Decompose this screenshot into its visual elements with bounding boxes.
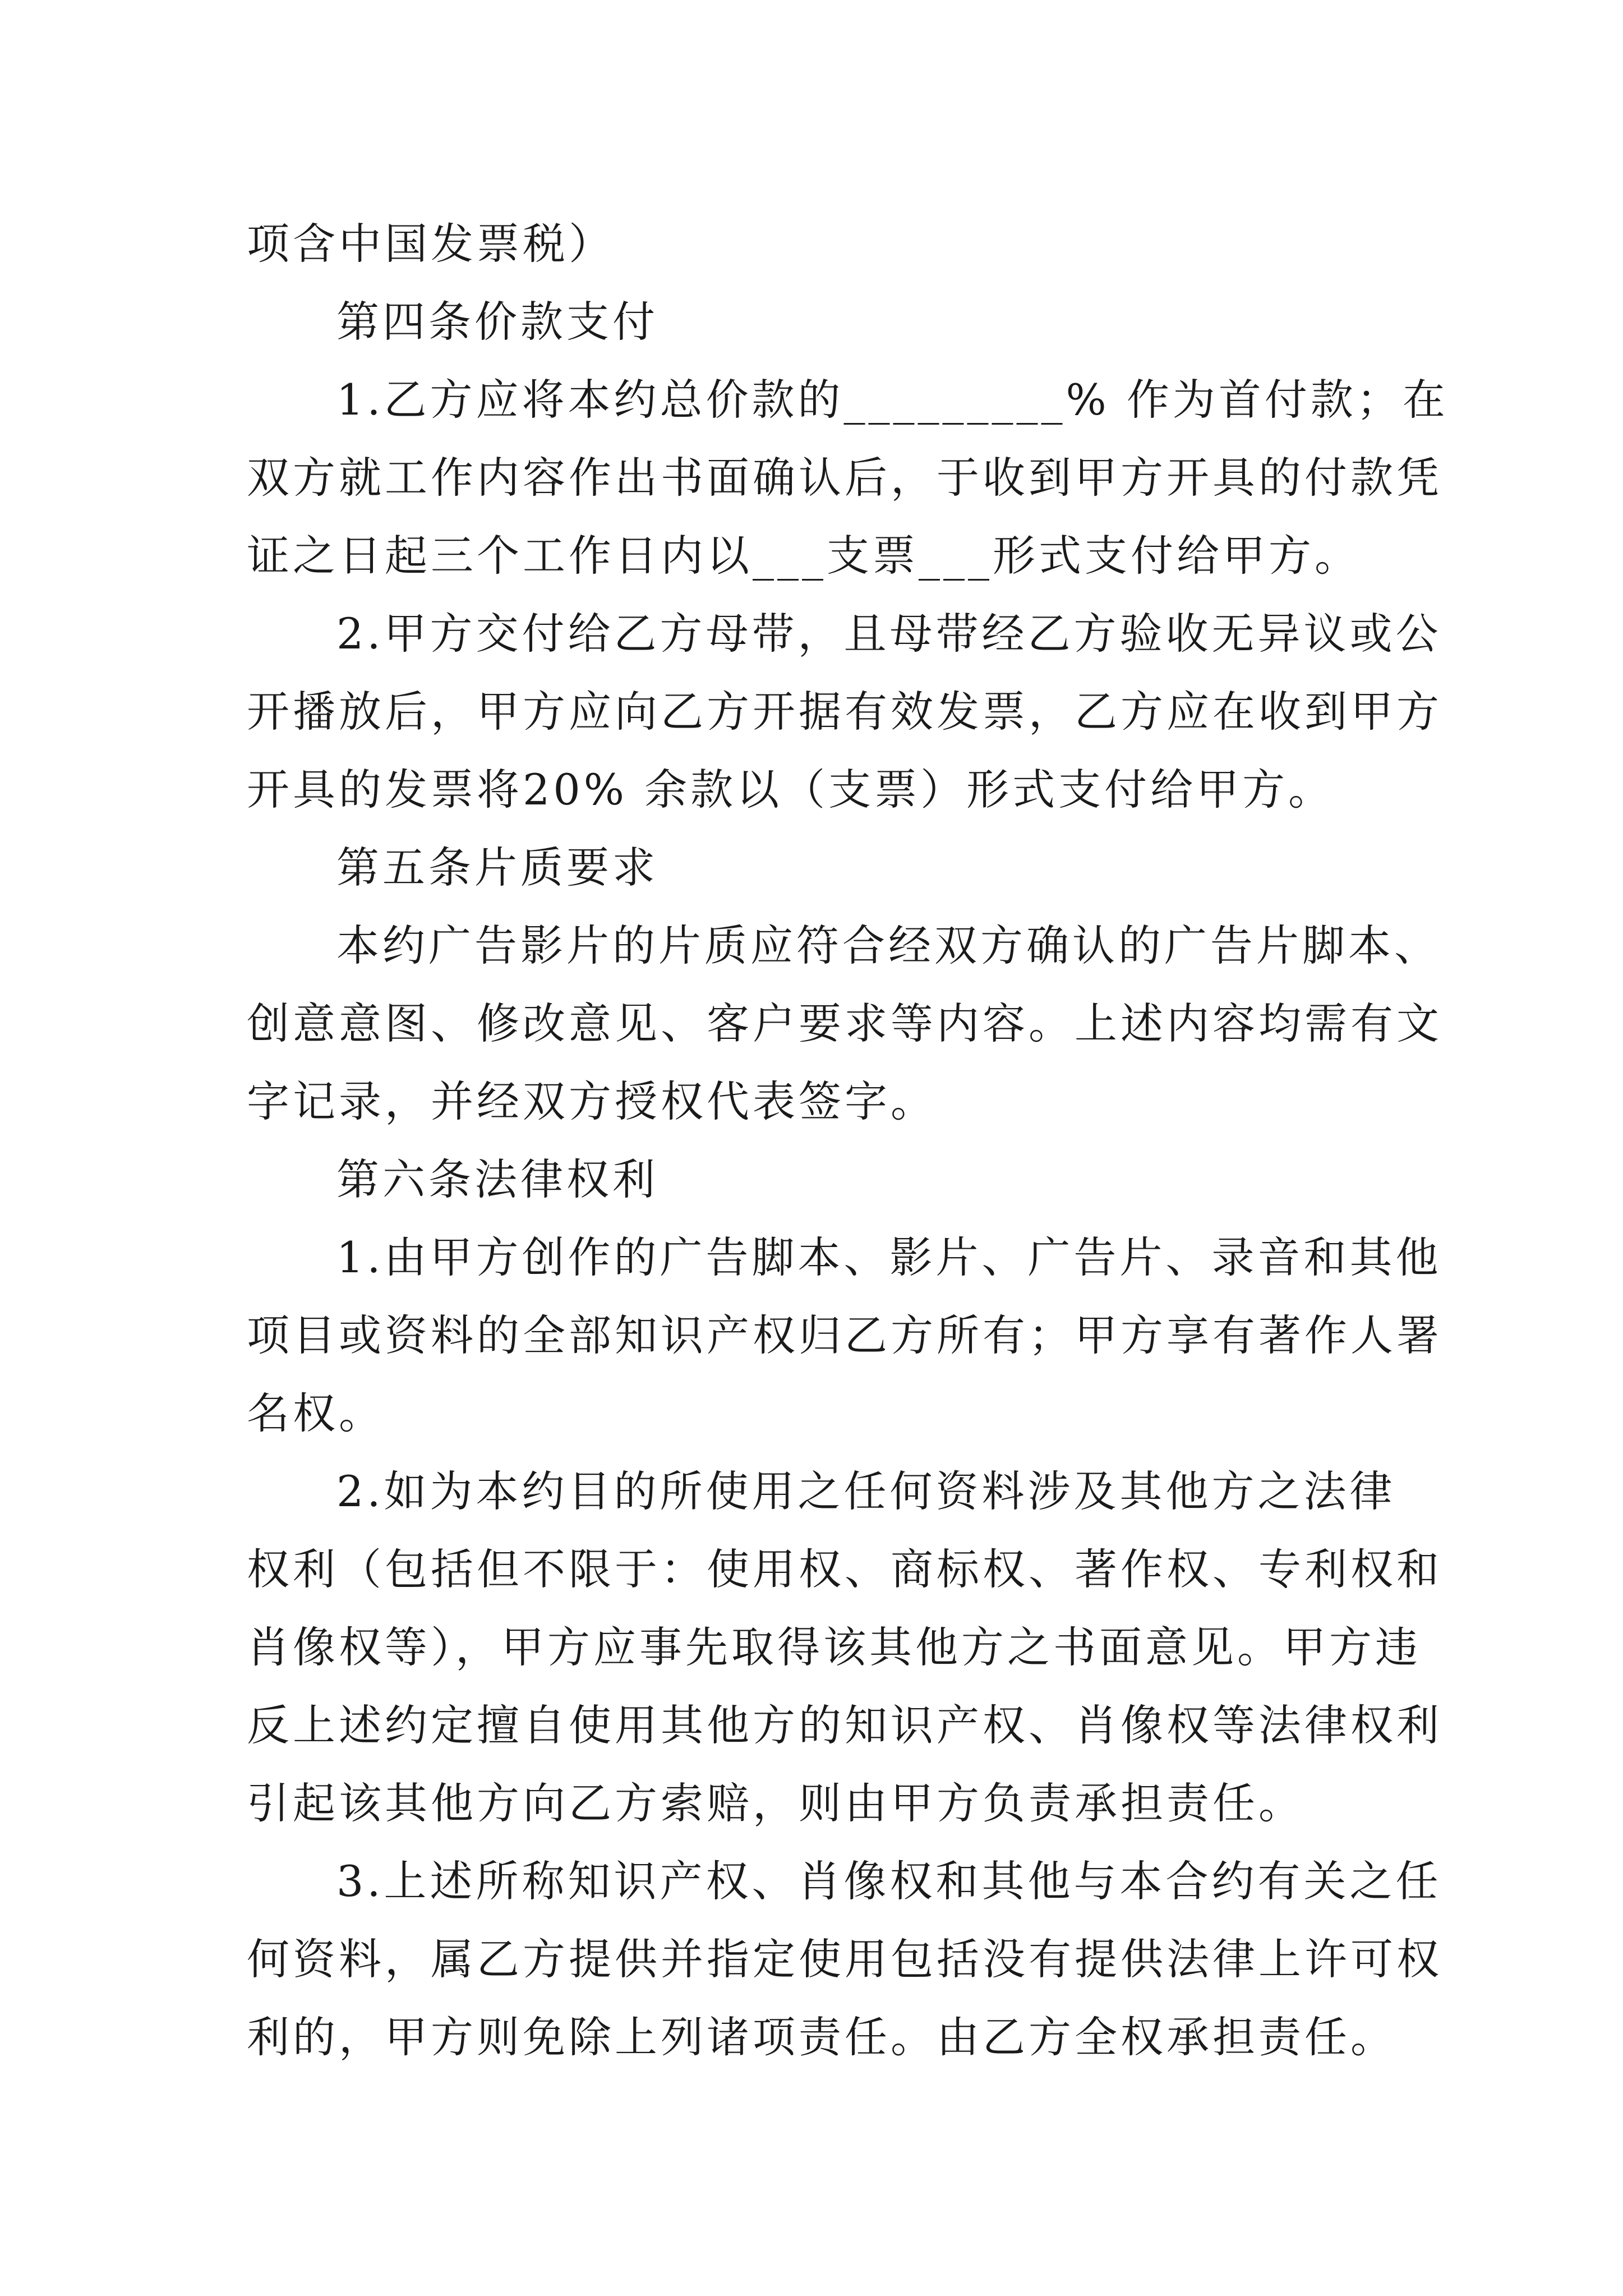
text-line: 何资料，属乙方提供并指定使用包括没有提供法律上许可权 (247, 1934, 1442, 1984)
text-line: 开具的发票将20% 余款以（支票）形式支付给甲方。 (247, 765, 1335, 815)
text-line: 证之日起三个工作日内以___支票___形式支付给甲方。 (247, 531, 1361, 581)
text-line: 本约广告影片的片质应符合经双方确认的广告片脚本、 (336, 921, 1440, 970)
text-line: 利的，甲方则免除上列诸项责任。由乙方全权承担责任。 (247, 2012, 1396, 2062)
text-line: 1.由甲方创作的广告脚本、影片、广告片、录音和其他 (336, 1232, 1442, 1282)
text-line: 项目或资料的全部知识产权归乙方所有；甲方享有著作人署 (247, 1310, 1442, 1360)
section-heading: 第六条法律权利 (336, 1154, 658, 1204)
text-line: 2.甲方交付给乙方母带，且母带经乙方验收无异议或公 (336, 609, 1442, 659)
text-line: 引起该其他方向乙方索赔，则由甲方负责承担责任。 (247, 1778, 1304, 1828)
text-line: 权利（包括但不限于：使用权、商标权、著作权、专利权和 (247, 1544, 1442, 1594)
text-line: 项含中国发票税） (247, 219, 615, 269)
text-line: 肖像权等），甲方应事先取得该其他方之书面意见。甲方违 (247, 1622, 1421, 1672)
section-heading: 第四条价款支付 (336, 297, 658, 347)
text-line: 创意意图、修改意见、客户要求等内容。上述内容均需有文 (247, 999, 1442, 1048)
text-line: 3.上述所称知识产权、肖像权和其他与本合约有关之任 (336, 1856, 1442, 1906)
text-line: 反上述约定擅自使用其他方的知识产权、肖像权等法律权利 (247, 1700, 1442, 1750)
text-line: 开播放后，甲方应向乙方开据有效发票，乙方应在收到甲方 (247, 687, 1442, 737)
text-line: 1.乙方应将本约总价款的_________% 作为首付款；在 (336, 375, 1449, 425)
text-line: 双方就工作内容作出书面确认后，于收到甲方开具的付款凭 (247, 453, 1442, 503)
text-line: 名权。 (247, 1388, 385, 1438)
section-heading: 第五条片质要求 (336, 843, 658, 892)
text-line: 字记录，并经双方授权代表签字。 (247, 1076, 937, 1126)
text-line: 2.如为本约目的所使用之任何资料涉及其他方之法律 (336, 1466, 1396, 1516)
